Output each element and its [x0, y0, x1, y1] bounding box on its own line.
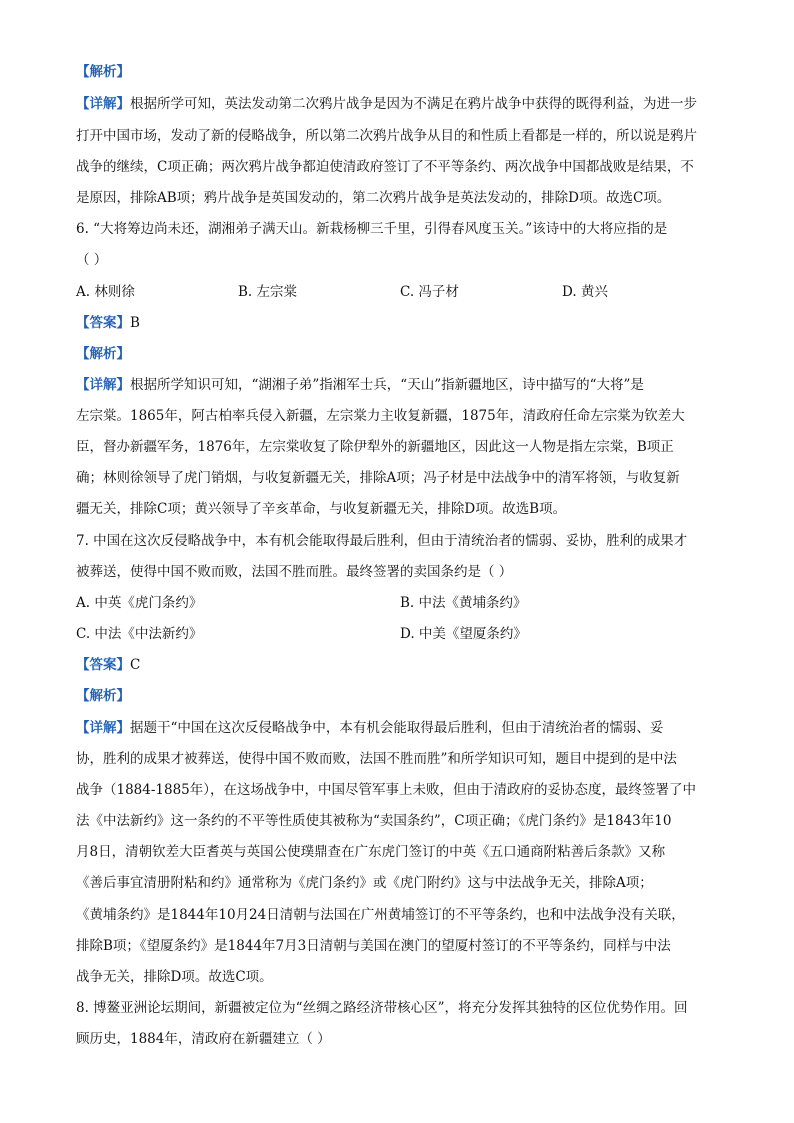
detail-line: 【详解】根据所学可知，英法发动第二次鸦片战争是因为不满足在鸦片战争中获得的既得利益，为进一步	[76, 96, 697, 112]
question-stem-line: 顾历史，1884年，清政府在新疆建立（ ）	[76, 1031, 331, 1047]
detail-line: 打开中国市场，发动了新的侵略战争，所以第二次鸦片战争从目的和性质上看都是一样的，所以说是鸦片	[76, 128, 697, 144]
detail-line: 协，胜利的成果才被葬送，使得中国不败而败，法国不胜而胜”和所学知识可知，题目中提到的是中法	[76, 751, 677, 767]
option-c: C. 冯子材	[400, 284, 459, 300]
question-stem-line: （ ）	[76, 252, 108, 268]
answer-label: 【答案】	[76, 315, 130, 331]
option-a: A. 中英《虎门条约》	[76, 595, 203, 611]
answer-line	[76, 655, 140, 675]
detail-line: 疆无关，排除C项；黄兴领导了辛亥革命，与收复新疆无关，排除D项。故选B项。	[76, 501, 567, 517]
detail-label: 【详解】	[76, 96, 130, 112]
detail-line: 是原因，排除AB项；鸦片战争是英国发动的，第二次鸦片战争是英法发动的，排除D项。故选C项。	[76, 190, 671, 206]
answer-value: B	[130, 315, 140, 331]
detail-label: 【详解】	[76, 377, 130, 393]
answer-value: C	[130, 657, 141, 673]
option-a: A. 林则徐	[76, 284, 135, 300]
detail-line: 战争的继续，C项正确；两次鸦片战争都迫使清政府签订了不平等条约、两次战争中国都战败是结果，不	[76, 159, 694, 175]
detail-line: 法《中法新约》这一条约的不平等性质使其被称为“卖国条约”，C项正确；《虎门条约》是1843年10	[76, 813, 672, 829]
option-d: D. 中美《望厦条约》	[400, 626, 527, 642]
analysis-label: 【解析】	[76, 346, 130, 362]
answer-line	[76, 313, 140, 333]
detail-line: 战争（1884-1885年），在这场战争中，中国尽管军事上未败，但由于清政府的妥协态度，最终签署了中	[76, 782, 697, 798]
detail-line: 【详解】据题干“中国在这次反侵略战争中，本有机会能取得最后胜利，但由于清统治者的懦弱、妥	[76, 720, 664, 736]
option-b: B. 中法《黄埔条约》	[400, 595, 527, 611]
detail-line: 确；林则徐领导了虎门销烟，与收复新疆无关，排除A项；冯子材是中法战争中的清军将领，与收复新	[76, 470, 680, 486]
analysis-label: 【解析】	[76, 688, 130, 704]
detail-label: 【详解】	[76, 720, 130, 736]
question-stem-line: 6. “大将筹边尚未还，湖湘弟子满天山。新栽杨柳三千里，引得春风度玉关。”该诗中的大将应指的是	[76, 221, 668, 237]
option-c: C. 中法《中法新约》	[76, 626, 203, 642]
answer-label: 【答案】	[76, 657, 130, 673]
question-stem-line: 被葬送，使得中国不败而败，法国不胜而胜。最终签署的卖国条约是（ ）	[76, 564, 513, 580]
option-d: D. 黄兴	[562, 284, 608, 300]
analysis-label: 【解析】	[76, 64, 130, 80]
question-stem-line: 7. 中国在这次反侵略战争中，本有机会能取得最后胜利，但由于清统治者的懦弱、妥协，胜利的成果才	[76, 533, 688, 549]
detail-line: 排除B项；《望厦条约》是1844年7月3日清朝与美国在澳门的望厦村签订的不平等条约，同样与中法	[76, 938, 671, 954]
detail-line: 《善后事宜清册附粘和约》通常称为《虎门条约》或《虎门附约》这与中法战争无关，排除A项；	[76, 875, 653, 891]
detail-line: 《黄埔条约》是1844年10月24日清朝与法国在广州黄埔签订的不平等条约，也和中法战争没有关联，	[76, 907, 685, 923]
detail-line: 战争无关，排除D项。故选C项。	[76, 969, 273, 985]
detail-line: 臣，督办新疆军务，1876年，左宗棠收复了除伊犁外的新疆地区，因此这一人物是指左宗棠，B项正	[76, 439, 674, 455]
question-stem-line: 8. 博鳌亚洲论坛期间，新疆被定位为“丝绸之路经济带核心区”，将充分发挥其独特的区位优势作用。回	[76, 1000, 688, 1016]
detail-line: 月8日，清朝钦差大臣耆英与英国公使璞鼎查在广东虎门签订的中英《五口通商附粘善后条款》又称	[76, 844, 666, 860]
detail-line: 左宗棠。1865年，阿古柏率兵侵入新疆，左宗棠力主收复新疆，1875年，清政府任命左宗棠为钦差大	[76, 408, 685, 424]
detail-line: 【详解】根据所学知识可知，“湖湘子弟”指湘军士兵，“天山”指新疆地区，诗中描写的“大将”是	[76, 377, 644, 393]
option-b: B. 左宗棠	[238, 284, 298, 300]
